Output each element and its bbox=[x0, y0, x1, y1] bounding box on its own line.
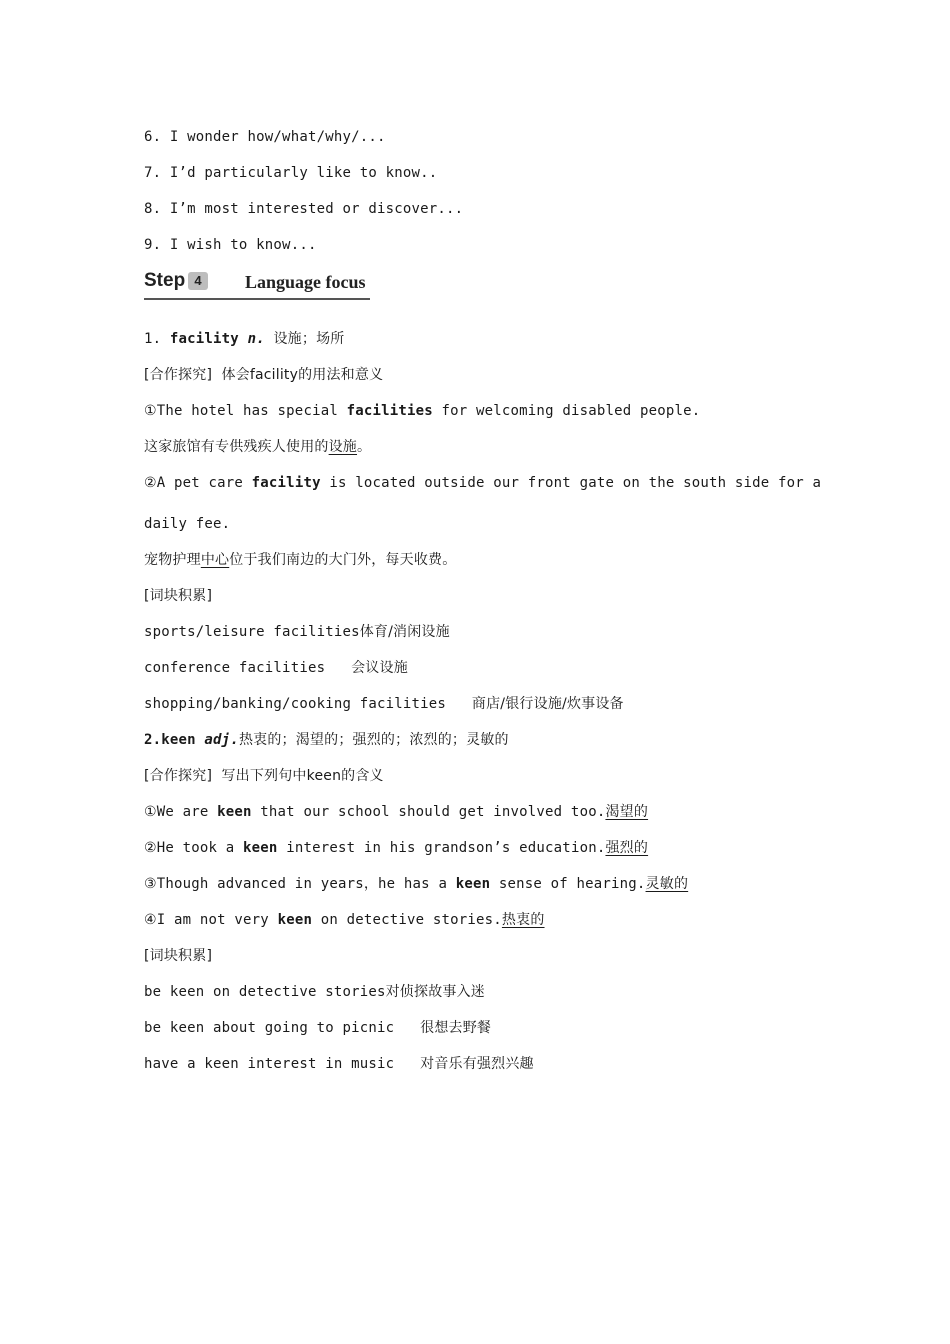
facility-chunk-2: conference facilities 会议设施 bbox=[144, 660, 408, 676]
facility-heading: 1. facility n. 设施；场所 bbox=[144, 331, 345, 347]
facility-example-2-translation: 宠物护理中心位于我们南边的大门外，每天收费。 bbox=[144, 552, 457, 568]
facility-chunk-1: sports/leisure facilities体育/消闲设施 bbox=[144, 624, 450, 640]
keen-explore: [合作探究] 写出下列句中keen的含义 bbox=[144, 768, 384, 784]
facility-example-1: ①The hotel has special facilities for welcoming disabled people. bbox=[144, 403, 701, 419]
facility-example-2-cont: daily fee. bbox=[144, 516, 231, 532]
answer-underlined: 强烈的 bbox=[605, 840, 649, 856]
intro-line-8: 8. I’m most interested or discover... bbox=[144, 201, 464, 217]
keen-heading: 2.keen adj.热衷的；渴望的；强烈的；浓烈的；灵敏的 bbox=[144, 732, 509, 748]
headword: keen bbox=[161, 732, 196, 748]
answer-underlined: 渴望的 bbox=[605, 804, 649, 820]
word-meaning: 热衷的；渴望的；强烈的；浓烈的；灵敏的 bbox=[238, 732, 509, 748]
intro-line-6: 6. I wonder how/what/why/... bbox=[144, 129, 386, 145]
part-of-speech: n. bbox=[247, 331, 265, 347]
facility-explore: [合作探究] 体会facility的用法和意义 bbox=[144, 367, 384, 383]
step-heading bbox=[144, 268, 370, 300]
keen-chunk-2: be keen about going to picnic 很想去野餐 bbox=[144, 1020, 492, 1036]
intro-line-7: 7. I’d particularly like to know.. bbox=[144, 165, 438, 181]
step-word: Step bbox=[144, 270, 186, 291]
keen-example-4: ④I am not very keen on detective stories.热衷的 bbox=[144, 912, 545, 928]
answer-underlined: 灵敏的 bbox=[645, 876, 689, 892]
keen-chunks-label: [词块积累] bbox=[144, 948, 213, 964]
step-number-badge: 4 bbox=[188, 272, 208, 290]
keen-example-1: ①We are keen that our school should get involved too.渴望的 bbox=[144, 804, 649, 820]
step-title: Language focus bbox=[245, 272, 366, 292]
intro-line-9: 9. I wish to know... bbox=[144, 237, 317, 253]
facility-chunks-label: [词块积累] bbox=[144, 588, 213, 604]
keen-example-2: ②He took a keen interest in his grandson’s education.强烈的 bbox=[144, 840, 649, 856]
facility-chunk-3: shopping/banking/cooking facilities 商店/银行设施/炊事设备 bbox=[144, 696, 624, 712]
answer-underlined: 设施 bbox=[328, 439, 358, 455]
headword: facility bbox=[169, 331, 239, 347]
part-of-speech: adj. bbox=[204, 732, 239, 748]
word-meaning: 设施；场所 bbox=[273, 331, 345, 347]
keen-chunk-1: be keen on detective stories对侦探故事入迷 bbox=[144, 984, 486, 1000]
keen-example-3: ③Though advanced in years，he has a keen sense of hearing.灵敏的 bbox=[144, 876, 689, 892]
answer-underlined: 中心 bbox=[200, 552, 230, 568]
answer-underlined: 热衷的 bbox=[501, 912, 545, 928]
facility-example-2: ②A pet care facility is located outside our front gate on the south side for a bbox=[144, 475, 822, 491]
facility-example-1-translation: 这家旅馆有专供残疾人使用的设施。 bbox=[144, 439, 372, 455]
keen-chunk-3: have a keen interest in music 对音乐有强烈兴趣 bbox=[144, 1056, 534, 1072]
